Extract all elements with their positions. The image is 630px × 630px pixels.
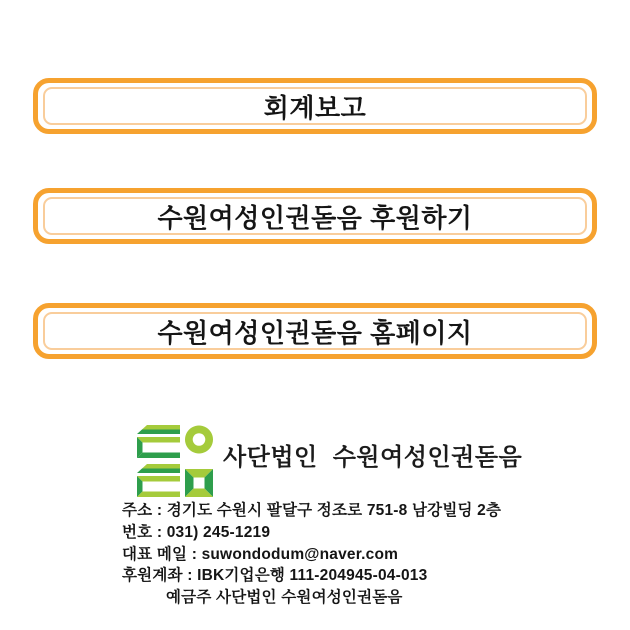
phone-line: 번호 : 031) 245-1219	[122, 523, 271, 541]
accounting-report-button[interactable]	[33, 78, 597, 134]
accounting-report-button-label: 회계보고	[263, 92, 367, 123]
account-holder-line: 예금주 사단법인 수원여성인권돋음	[166, 589, 403, 607]
address-line: 주소 : 경기도 수원시 팔달구 정조로 751-8 남강빌딩 2층	[122, 502, 502, 519]
email-line: 대표 메일 : suwondodum@naver.com	[122, 545, 399, 563]
donate-button-label: 수원여성인권돋음 후원하기	[157, 202, 473, 233]
org-logo-icon	[137, 425, 213, 497]
org-type-label: 사단법인	[223, 444, 318, 471]
org-title	[223, 437, 522, 472]
donate-button[interactable]	[33, 188, 597, 244]
contact-info	[122, 500, 582, 609]
donation-account-line: 후원계좌 : IBK기업은행 111-204945-04-013	[122, 567, 428, 585]
homepage-button-label: 수원여성인권돋음 홈페이지	[157, 317, 473, 348]
org-name-label: 수원여성인권돋음	[332, 444, 523, 471]
homepage-button[interactable]	[33, 303, 597, 359]
